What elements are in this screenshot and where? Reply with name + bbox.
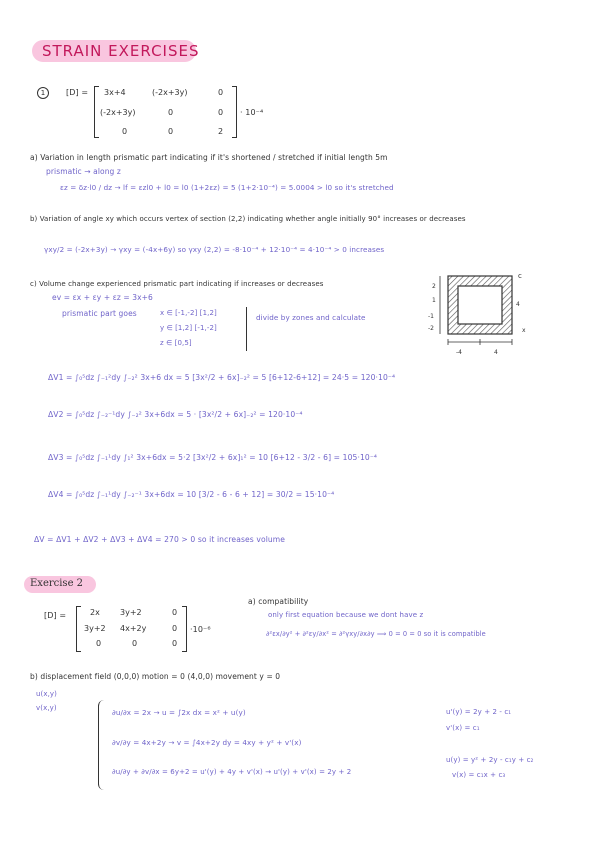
var-v: v(x,y) [36, 704, 57, 712]
m31: 0 [122, 127, 128, 136]
part-c-heading: c) Volume change experienced prismatic part indicating if increases or decreases [30, 280, 324, 288]
e31: 0 [96, 639, 102, 648]
dv1-equation: ΔV1 = ∫₀⁵dz ∫₋₁²dy ∫₋₂² 3x+6 dx = 5 [3x²/2 + 6x]₋₂² = 5 [6+12-6+12] = 24·5 = 120·10⁻⁴ [48, 373, 396, 382]
result-4: v(x) = c₁x + c₃ [452, 771, 506, 779]
ex2-matrix-left-bracket [76, 606, 81, 652]
e33: 0 [172, 639, 178, 648]
m21: (-2x+3y) [100, 108, 136, 117]
system-eq-3: ∂u/∂y + ∂v/∂x = 6y+2 = u'(y) + 4y + v'(x) → u'(y) + v'(x) = 2y + 2 [112, 768, 352, 776]
e13: 0 [172, 608, 178, 617]
result-2: v'(x) = c₁ [446, 724, 480, 732]
fig-label-m4: -4 [456, 349, 462, 356]
system-eq-2: ∂v/∂y = 4x+2y → v = ∫4x+2y dy = 4xy + y² + v'(x) [112, 738, 302, 747]
e22: 4x+2y [120, 624, 147, 633]
matrix-scale: · 10⁻⁴ [240, 108, 264, 117]
ex2-d-label: [D] = [44, 611, 67, 620]
system-eq-1: ∂u/∂x = 2x → u = ∫2x dx = x² + u(y) [112, 708, 246, 717]
fig-label-m1: -1 [428, 313, 434, 320]
e21: 3y+2 [84, 624, 106, 633]
m11: 3x+4 [104, 88, 126, 97]
system-brace [98, 700, 104, 790]
part-a-heading: a) Variation in length prismatic part indicating if it's shortened / stretched if initial length 5m [30, 153, 388, 162]
compat-note: only first equation because we dont have z [268, 611, 424, 619]
fig-label-1: 1 [432, 297, 436, 304]
dv3-equation: ΔV3 = ∫₀⁵dz ∫₋₁¹dy ∫₁² 3x+6dx = 5·2 [3x²/2 + 6x]₁² = 10 [6+12 - 3/2 - 6] = 105·10⁻⁴ [48, 453, 378, 462]
exercise-2-title: Exercise 2 [30, 578, 84, 589]
part-a-equation: εz = δz·l0 / dz → lf = εzl0 + l0 = l0 (1+2εz) = 5 (1+2·10⁻⁴) = 5.0004 > l0 so it's stretched [60, 183, 394, 192]
dv-total: ΔV = ΔV1 + ΔV2 + ΔV3 + ΔV4 = 270 > 0 so it increases volume [34, 535, 286, 544]
matrix-left-bracket [94, 86, 99, 138]
result-1: u'(y) = 2y + 2 - c₁ [446, 708, 512, 716]
var-u: u(x,y) [36, 690, 58, 698]
compat-equation: ∂²εx/∂y² + ∂²εy/∂x² = ∂²γxy/∂x∂y ⟹ 0 = 0 = 0 so it is compatible [266, 630, 486, 638]
d-label: [D] = [66, 88, 89, 97]
fig-label-2: 2 [432, 283, 436, 290]
inner-square [458, 286, 502, 324]
m33: 2 [218, 127, 224, 136]
dv2-equation: ΔV2 = ∫₀⁵dz ∫₋₂⁻¹dy ∫₋₂² 3x+6dx = 5 · [3x²/2 + 6x]₋₂² = 120·10⁻⁴ [48, 410, 303, 419]
exercise-number: 1 [37, 87, 49, 99]
m12: (-2x+3y) [152, 88, 188, 97]
part-b2-heading: b) displacement field (0,0,0) motion = 0 (4,0,0) movement y = 0 [30, 672, 281, 681]
m23: 0 [218, 108, 224, 117]
range-separator [246, 307, 247, 351]
compat-heading: a) compatibility [248, 597, 309, 606]
e12: 3y+2 [120, 608, 142, 617]
matrix-right-bracket [232, 86, 237, 138]
cross-section-figure [428, 266, 538, 366]
e32: 0 [132, 639, 138, 648]
fig-label-x: x [522, 327, 526, 334]
e11: 2x [90, 608, 100, 617]
divide-note: divide by zones and calculate [256, 313, 366, 322]
fig-label-4b: 4 [494, 349, 498, 356]
m32: 0 [168, 127, 174, 136]
m13: 0 [218, 88, 224, 97]
fig-label-c: c [518, 272, 522, 280]
range-x: x ∈ [-1,-2] [1,2] [160, 309, 217, 317]
part-a-note: prismatic → along z [46, 167, 121, 176]
part-b-equation: γxy/2 = (-2x+3y) → γxy = (-4x+6y) so γxy (2,2) = -8·10⁻⁴ + 12·10⁻⁴ = 4·10⁻⁴ > 0 increases [44, 245, 385, 254]
m22: 0 [168, 108, 174, 117]
e23: 0 [172, 624, 178, 633]
fig-label-m2: -2 [428, 325, 434, 332]
fig-label-4: 4 [516, 301, 520, 308]
part-b-heading: b) Variation of angle xy which occurs vertex of section (2,2) indicating whether angle initially 90° increases or decreases [30, 215, 466, 223]
result-3: u(y) = y² + 2y - c₁y + c₂ [446, 756, 534, 764]
range-y: y ∈ [1,2] [-1,-2] [160, 324, 217, 332]
part-c-prismatic: prismatic part goes [62, 309, 137, 318]
range-z: z ∈ [0,5] [160, 339, 192, 347]
ex2-matrix-scale: ·10⁻⁶ [190, 625, 211, 634]
ex2-matrix-right-bracket [182, 606, 187, 652]
dv4-equation: ΔV4 = ∫₀⁵dz ∫₋₁¹dy ∫₋₂⁻¹ 3x+6dx = 10 [3/2 - 6 - 6 + 12] = 30/2 = 15·10⁻⁴ [48, 490, 335, 499]
page-title: STRAIN EXERCISES [42, 42, 200, 60]
part-c-ev: ev = εx + εy + εz = 3x+6 [52, 293, 153, 302]
